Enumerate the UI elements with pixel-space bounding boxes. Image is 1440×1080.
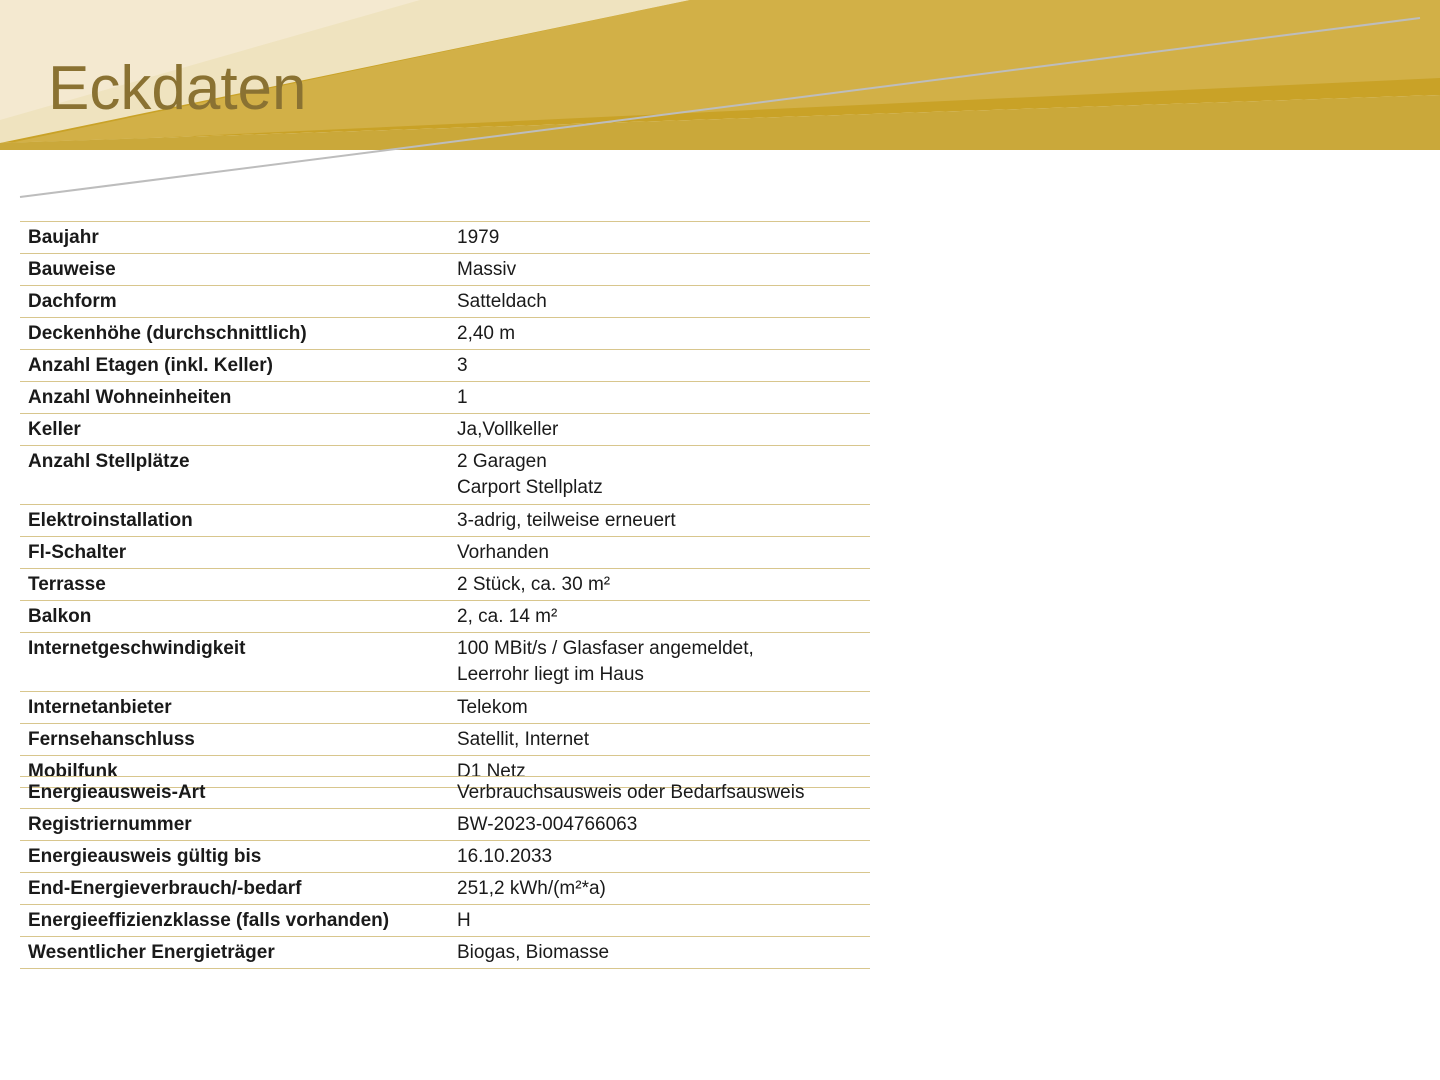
row-value: 2, ca. 14 m²	[457, 606, 558, 627]
row-value: 1	[457, 387, 468, 408]
row-label: Deckenhöhe (durchschnittlich)	[28, 323, 307, 344]
table-row	[20, 691, 870, 723]
table-row	[20, 568, 870, 600]
row-label: Wesentlicher Energieträger	[28, 942, 275, 963]
row-value: 1979	[457, 227, 500, 248]
row-label: Keller	[28, 419, 81, 440]
row-value-line2: Carport Stellplatz	[457, 477, 603, 498]
row-value: 251,2 kWh/(m²*a)	[457, 878, 606, 899]
row-label: Anzahl Etagen (inkl. Keller)	[28, 355, 273, 376]
table-row	[20, 904, 870, 936]
row-label: Anzahl Stellplätze	[28, 451, 190, 472]
row-label: Energieausweis gültig bis	[28, 846, 262, 867]
row-value: 16.10.2033	[457, 846, 553, 867]
row-value: Biogas, Biomasse	[457, 942, 610, 963]
row-value: Telekom	[457, 697, 528, 718]
table-row	[20, 445, 870, 504]
table-row	[20, 808, 870, 840]
row-label: End-Energieverbrauch/-bedarf	[28, 878, 302, 899]
row-label: Bauweise	[28, 259, 116, 280]
row-label: Registriernummer	[28, 814, 192, 835]
row-value	[452, 446, 870, 504]
row-label: Anzahl Wohneinheiten	[28, 387, 232, 408]
row-label: Internetanbieter	[28, 697, 172, 718]
row-label: Energieeffizienzklasse (falls vorhanden)	[28, 910, 390, 931]
header-banner	[0, 0, 1440, 210]
table-row	[20, 349, 870, 381]
row-value: Satteldach	[457, 291, 547, 312]
row-value: Massiv	[457, 259, 517, 280]
table-row	[20, 536, 870, 568]
row-value: BW-2023-004766063	[457, 814, 638, 835]
table-row	[20, 600, 870, 632]
row-value-line1: 2 Garagen	[457, 451, 547, 472]
page-title: Eckdaten	[48, 54, 307, 123]
row-value: 2,40 m	[457, 323, 516, 344]
row-label: Terrasse	[28, 574, 106, 595]
row-value: Verbrauchsausweis oder Bedarfsausweis	[457, 782, 805, 803]
table-row	[20, 936, 870, 969]
table-row	[20, 317, 870, 349]
row-value: Vorhanden	[457, 542, 549, 563]
row-value: 2 Stück, ca. 30 m²	[457, 574, 611, 595]
table-row	[20, 253, 870, 285]
table-row	[20, 413, 870, 445]
table-row	[20, 381, 870, 413]
table-row	[20, 776, 870, 808]
table-row	[20, 840, 870, 872]
row-value: Satellit, Internet	[457, 729, 590, 750]
row-value	[452, 633, 870, 691]
table-row	[20, 723, 870, 755]
row-value: Ja,Vollkeller	[457, 419, 559, 440]
table-row	[20, 285, 870, 317]
row-label: Balkon	[28, 606, 92, 627]
row-value-line2: Leerrohr liegt im Haus	[457, 664, 644, 685]
row-value-line1: 100 MBit/s / Glasfaser angemeldet,	[457, 638, 754, 659]
row-label: Elektroinstallation	[28, 510, 193, 531]
row-label: Mobilfunk	[28, 761, 118, 782]
row-value: 3	[457, 355, 468, 376]
row-label: Baujahr	[28, 227, 99, 248]
row-label: Internetgeschwindigkeit	[28, 638, 246, 659]
table-row	[20, 872, 870, 904]
table-row	[20, 504, 870, 536]
row-label: Fl-Schalter	[28, 542, 127, 563]
table-row	[20, 632, 870, 691]
row-value: 3-adrig, teilweise erneuert	[457, 510, 676, 531]
row-label: Energieausweis-Art	[28, 782, 206, 803]
eckdaten-table	[20, 221, 870, 788]
table-row	[20, 221, 870, 253]
row-value: D1 Netz	[457, 761, 526, 782]
row-value: H	[457, 910, 471, 931]
row-label: Dachform	[28, 291, 117, 312]
energieausweis-table	[20, 776, 870, 969]
row-label: Fernsehanschluss	[28, 729, 195, 750]
